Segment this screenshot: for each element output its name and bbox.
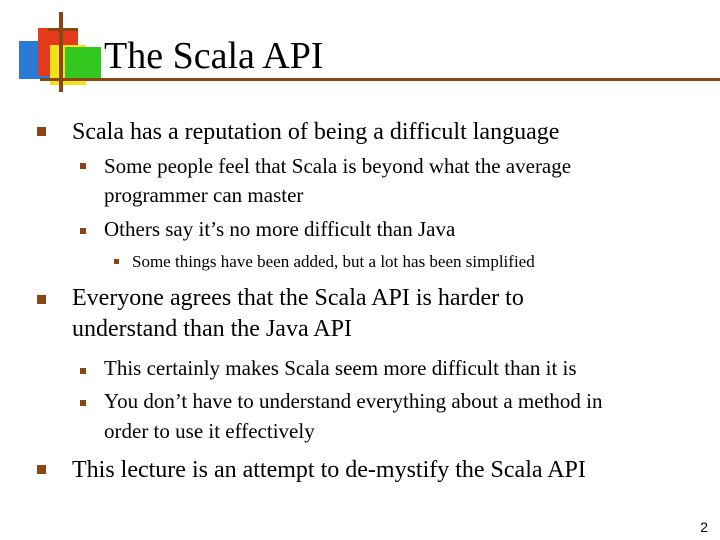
bullet-text: Scala has a reputation of being a difficult language xyxy=(72,119,560,145)
slide-logo xyxy=(0,0,110,100)
bullet-marker-icon xyxy=(80,368,86,374)
bullet-text: Others say it’s no more difficult than Java xyxy=(104,217,456,241)
page-number: 2 xyxy=(700,519,708,535)
bullet-marker-icon xyxy=(37,295,46,304)
bullet-text: You don’t have to understand everything about a method in xyxy=(104,389,603,413)
bullet-marker-icon xyxy=(80,400,86,406)
bullet-text-continued: understand than the Java API xyxy=(72,316,352,342)
bullet-text: Some people feel that Scala is beyond what the average xyxy=(104,154,572,178)
bullet-text: This lecture is an attempt to de-mystify the Scala API xyxy=(72,457,586,483)
bullet-marker-icon xyxy=(80,228,86,234)
slide-title: The Scala API xyxy=(104,35,324,77)
bullet-text: This certainly makes Scala seem more difficult than it is xyxy=(104,356,577,380)
bullet-marker-icon xyxy=(37,465,46,474)
bullet-text: Some things have been added, but a lot has been simplified xyxy=(132,252,535,271)
bullet-text-continued: order to use it effectively xyxy=(104,419,315,443)
logo-green-square xyxy=(65,47,101,81)
bullet-text: Everyone agrees that the Scala API is harder to xyxy=(72,285,524,311)
bullet-marker-icon xyxy=(80,163,86,169)
title-underline xyxy=(40,78,720,81)
bullet-text-continued: programmer can master xyxy=(104,183,304,207)
bullet-marker-icon xyxy=(37,127,46,136)
logo-horizontal-line xyxy=(48,28,78,31)
bullet-marker-icon xyxy=(114,259,119,264)
